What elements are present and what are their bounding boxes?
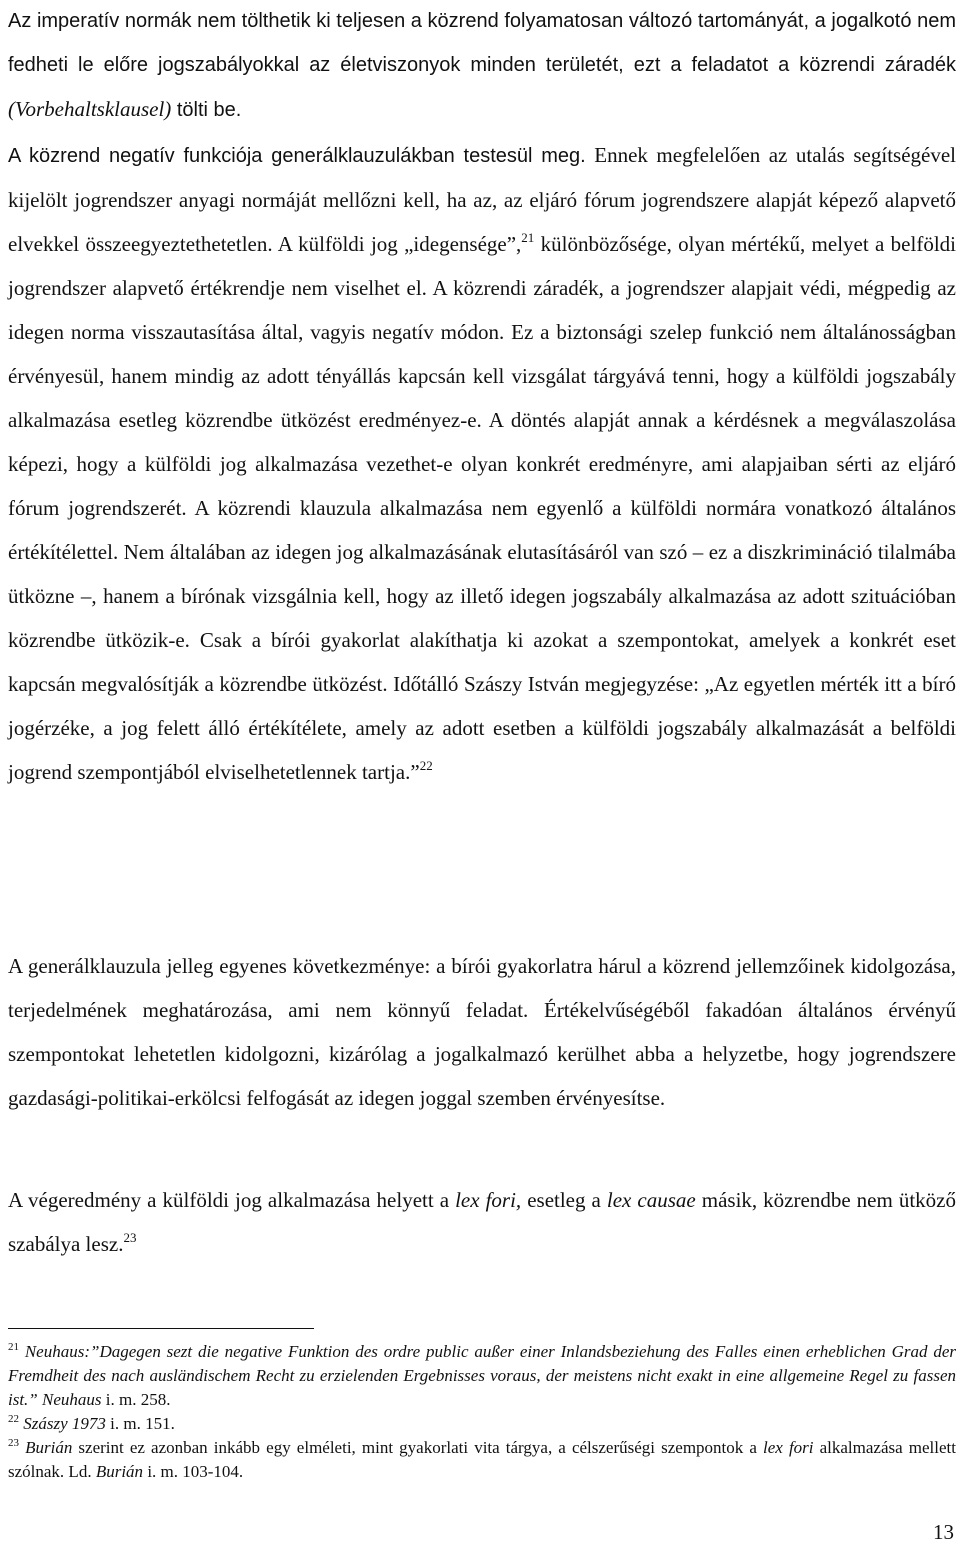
footnote-ref-22[interactable]: 22: [419, 758, 433, 773]
footnote-21-quote: Neuhaus:”Dagegen sezt die negative Funktion des ordre public außer einer Inlandsbeziehung des Falles einen erheblichen Grad der Fremdheit des nach ausländischem Recht zu erzielenden Ergebnisses voraus, der meistens nicht exakt in eine allgemeine Regel zu fassen ist.” Neuhaus: [8, 1342, 956, 1409]
term-lex-fori: lex fori,: [455, 1188, 522, 1212]
footnote-23-author-ref: Burián: [95, 1462, 144, 1481]
paragraph-4-text-mid: esetleg a: [521, 1188, 607, 1212]
footnote-23-text-cont: alkalmazása mellett szólnak. Ld.: [8, 1438, 956, 1481]
paragraph-3-text: A generálklauzula jelleg egyenes következménye: a bírói gyakorlatra hárul a közrend jellemzőinek kidolgozása, terjedelmének meghatározása, ami nem könnyű feladat. Értékelvűségéből fakadóan általános érvényű szempontokat lehetetlen kidolgozni, kizárólag a jogalkalmazó kerülhet abba a helyzetbe, hogy jogrendszere gazdasági-politikai-erkölcsi felfogását az idegen joggal szemben érvényesítse.: [8, 954, 956, 1110]
footnote-ref-23[interactable]: 23: [123, 1230, 137, 1245]
footnote-separator: [8, 1328, 314, 1329]
paragraph-1-italic-term: (Vorbehaltsklausel): [8, 97, 172, 121]
footnote-21-number: 21: [8, 1341, 19, 1353]
paragraph-1-text-end: tölti be.: [171, 99, 242, 121]
paragraph-2-lead: A közrend negatív funkciója generálklauzulákban testesül meg.: [8, 145, 586, 167]
paragraph-1: [8, 0, 956, 132]
footnote-22-ref: i. m. 151.: [105, 1414, 175, 1433]
paragraph-4-text: A végeredmény a külföldi jog alkalmazása helyett a: [8, 1188, 456, 1212]
footnote-21: [8, 1340, 956, 1412]
footnote-23-number: 23: [8, 1437, 19, 1449]
footnote-23-pages: i. m. 103-104.: [143, 1462, 244, 1481]
footnote-23: [8, 1436, 956, 1484]
footnote-ref-21[interactable]: 21: [521, 230, 535, 245]
footnote-23-text: szerint ez azonban inkább egy elméleti, mint gyakorlati vita tárgya, a célszerűségi szempontok a: [72, 1438, 764, 1457]
paragraph-2-text: Ennek megfelelően az utalás segítségével kijelölt jogrendszer anyagi normáját mellőzni kell, ha az, az eljáró fórum jogrendszere alapját képező alapvető elvekkel összeegyeztethetetlen. A külföldi jog „idegensége”,: [8, 143, 957, 256]
paragraph-4-text-end: másik, közrendbe nem ütköző szabálya lesz.: [8, 1188, 957, 1256]
paragraph-1-text: Az imperatív normák nem tölthetik ki teljesen a közrend folyamatosan változó tartományát, a jogalkotó nem fedheti le előre jogszabályokkal az életviszonyok minden területét, ezt a feladatot a közrendi záradék: [8, 10, 956, 76]
footnotes: [8, 1340, 956, 1484]
paragraph-3: [8, 944, 956, 1120]
footnote-23-lex-fori: lex fori: [763, 1438, 814, 1457]
footnote-23-author: Burián: [19, 1438, 73, 1457]
footnote-22-author: Szászy 1973: [19, 1414, 106, 1433]
paragraph-4: [8, 1178, 956, 1266]
paragraph-2: [8, 133, 956, 794]
term-lex-causae: lex causae: [606, 1188, 696, 1212]
footnote-21-ref: i. m. 258.: [101, 1390, 171, 1409]
paragraph-2-text-cont: különbözősége, olyan mértékű, melyet a belföldi jogrendszer alapvető értékrendje nem viselhet el. A közrendi záradék, a jogrendszer alapjait védi, mégpedig az idegen norma visszautasítása által, vagyis negatív módon. Ez a biztonsági szelep funkció nem általánosságban érvényesül, hanem mindig az adott tényállás kapcsán kell vizsgálat tárgyává tenni, hogy a külföldi jogszabály alkalmazása esetleg közrendbe ütközést eredményez-e. A döntés alapját annak a kérdésnek a megválaszolása képezi, hogy a külföldi jog alkalmazása vezethet-e olyan konkrét eredményre, ami alapjaiban sérti az eljáró fórum jogrendszerét. A közrendi klauzula alkalmazása nem egyenlő a külföldi normára vonatkozó általános értékítélettel. Nem általában az idegen jog alkalmazásának elutasításáról van szó – ez a diszkrimináció tilalmába ütközne –, hanem a bírónak vizsgálnia kell, hogy az illető idegen jogszabály alkalmazása az adott szituációban közrendbe ütközik-e. Csak a bírói gyakorlat alakíthatja ki azokat a szempontokat, amelyek a konkrét eset kapcsán megvalósítják a közrendbe ütközést. Időtálló Szászy István megjegyzése: „Az egyetlen mérték itt a bíró jogérzéke, a jog felett álló értékítélete, amely az adott esetben a külföldi jogszabály alkalmazását a belföldi jogrend szempontjából elviselhetetlennek tartja.”: [8, 232, 956, 784]
footnote-22: [8, 1412, 956, 1436]
footnote-22-number: 22: [8, 1413, 19, 1425]
page-number: 13: [933, 1520, 954, 1544]
